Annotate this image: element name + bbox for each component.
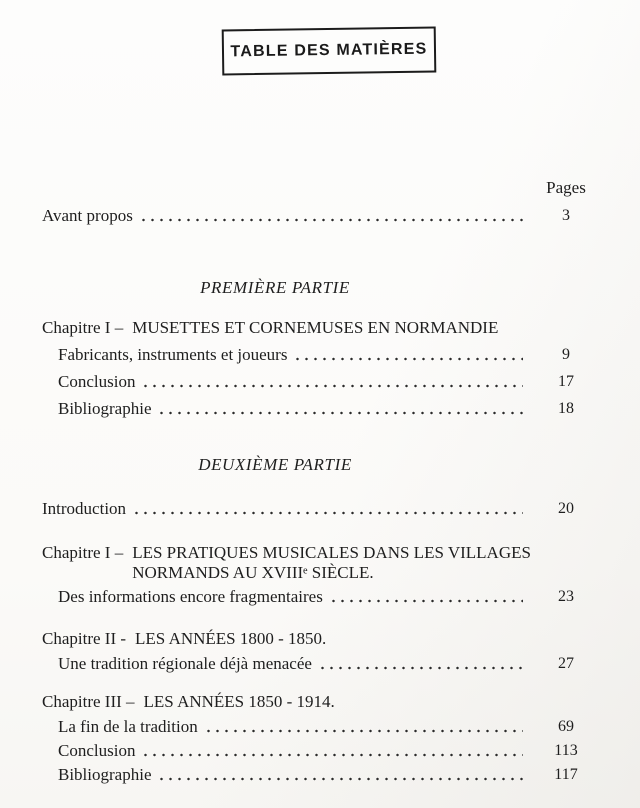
toc-entry-tradition-menacee [0, 654, 640, 674]
toc-entry-label: Des informations encore fragmentaires [58, 587, 323, 606]
page-number: 113 [554, 742, 578, 759]
toc-entry-informations [0, 587, 640, 607]
page-number: 27 [558, 655, 574, 672]
chapter-title: MUSETTES ET CORNEMUSES EN NORMANDIE [132, 318, 499, 337]
chapter-heading-p2-ch3 [0, 692, 640, 712]
toc-entry-avant-propos [0, 206, 640, 226]
toc-entry-label: Introduction [42, 499, 127, 518]
dot-leader [157, 776, 523, 782]
pages-column-header [0, 178, 640, 198]
toc-entry-label: Bibliographie [58, 399, 152, 418]
chapter-title: LES ANNÉES 1850 - 1914. [143, 692, 335, 711]
dot-leader [293, 356, 523, 362]
toc-entry-label: Une tradition régionale déjà menacée [58, 654, 312, 673]
page-number: 20 [558, 500, 574, 517]
toc-entry-label: Avant propos [42, 206, 133, 225]
dot-leader [157, 410, 523, 416]
toc-entry-label: Fabricants, instruments et joueurs [58, 345, 288, 364]
pages-label: Pages [546, 178, 586, 197]
chapter-title: LES ANNÉES 1800 - 1850. [135, 629, 327, 648]
page-number: 17 [558, 373, 574, 390]
toc-entry-label: Conclusion [58, 372, 136, 391]
chapter-heading-p2-ch1 [0, 543, 640, 583]
chapter-label: Chapitre I – [42, 543, 124, 562]
toc-entry-conclusion-p1 [0, 372, 640, 392]
page-title-box [222, 27, 437, 76]
toc-entry-label: La fin de la tradition [58, 717, 198, 736]
chapter-title: LES PRATIQUES MUSICALES DANS LES VILLAGES NORMANDS AU XVIIIᵉ SIÈCLE. [132, 543, 531, 582]
chapter-heading-p1-ch1 [0, 318, 640, 338]
toc-entry-bibliographie-p2 [0, 765, 640, 785]
page-title: TABLE DES MATIÈRES [230, 40, 428, 61]
part-heading-deuxieme: DEUXIÈME PARTIE [198, 455, 352, 474]
page-number: 18 [558, 400, 574, 417]
page-number: 69 [558, 718, 574, 735]
dot-leader [318, 665, 523, 671]
dot-leader [132, 510, 523, 516]
page-number: 23 [558, 588, 574, 605]
page-number: 117 [554, 766, 578, 783]
toc-entry-label: Bibliographie [58, 765, 152, 784]
page-number: 9 [562, 346, 570, 363]
dot-leader [204, 728, 523, 734]
part-heading-premiere: PREMIÈRE PARTIE [200, 278, 350, 297]
chapter-heading-p2-ch2 [0, 629, 640, 649]
dot-leader [141, 383, 523, 389]
page-number: 3 [562, 207, 570, 224]
toc-entry-introduction [0, 499, 640, 519]
chapter-label: Chapitre I – [42, 318, 124, 337]
dot-leader [141, 752, 523, 758]
chapter-label: Chapitre II - [42, 629, 127, 648]
toc-entry-label: Conclusion [58, 741, 136, 760]
dot-leader [139, 217, 523, 223]
toc-entry-fabricants [0, 345, 640, 365]
toc-entry-bibliographie-p1 [0, 399, 640, 419]
dot-leader [329, 598, 523, 604]
toc-entry-fin-tradition [0, 717, 640, 737]
toc-entry-conclusion-p2 [0, 741, 640, 761]
chapter-label: Chapitre III – [42, 692, 135, 711]
